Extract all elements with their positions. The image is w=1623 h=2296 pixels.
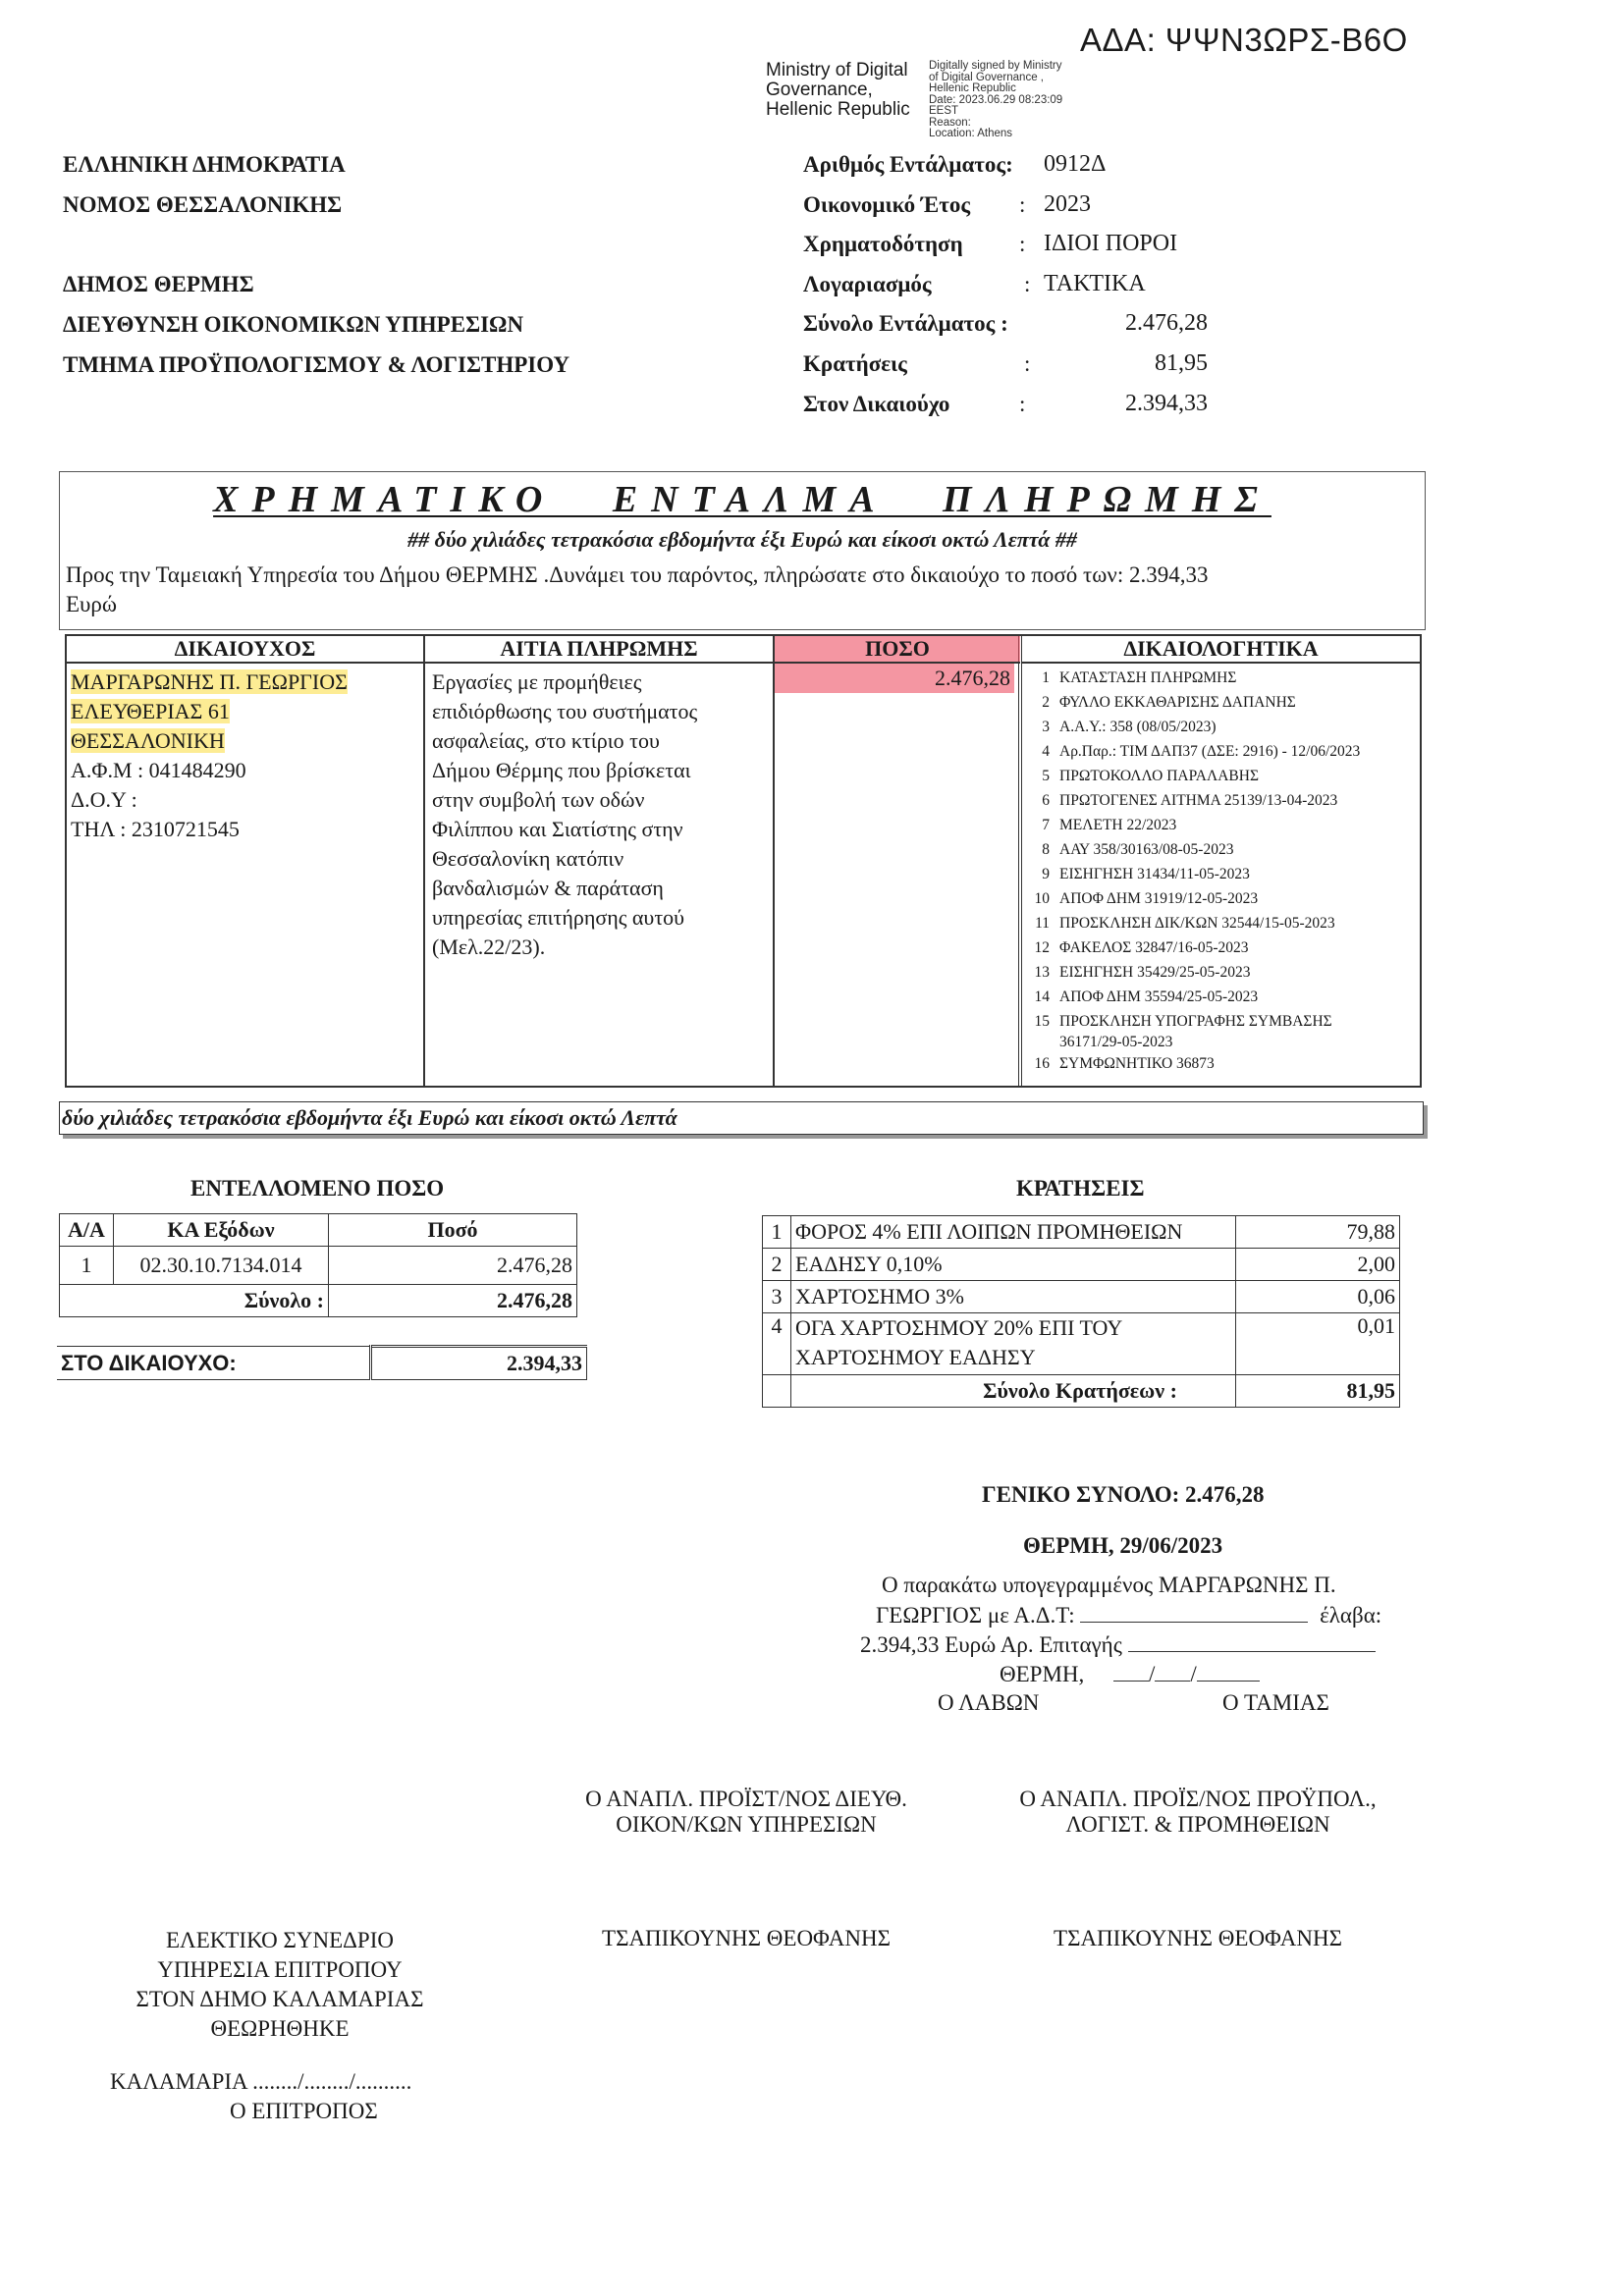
field-order-number-value: 0912Δ: [1044, 151, 1107, 177]
reason-line: Δήμου Θέρμης που βρίσκεται: [432, 758, 691, 782]
total-amount: 2.476,28: [329, 1285, 577, 1317]
header-department: ΤΜΗΜΑ ΠΡΟΫΠΟΛΟΓΙΣΜΟΥ & ΛΟΓΙΣΤΗΡΙΟΥ: [63, 352, 570, 377]
reason-line: βανδαλισμών & παράταση: [432, 876, 664, 900]
table-row: [763, 1281, 1400, 1313]
header-municipality: ΔΗΜΟΣ ΘΕΡΜΗΣ: [63, 272, 254, 296]
year-blank: [1197, 1661, 1260, 1682]
amount-in-words-header: ## δύο χιλιάδες τετρακόσια εβδομήντα έξι Ευρώ και είκοσι οκτώ Λεπτά ##: [407, 527, 1077, 552]
deduction-number: 1: [763, 1216, 791, 1249]
field-colon: :: [1024, 272, 1031, 296]
reason-line: Φιλίππου και Σιατίστης στην: [432, 817, 683, 841]
field-account-value: ΤΑΚΤΙΚΑ: [1044, 271, 1146, 296]
column-divider: [423, 636, 425, 1086]
field-deductions-label: Κρατήσεις: [803, 351, 907, 376]
list-item: 9 ΕΙΣΗΓΗΣΗ 31434/11-05-2023: [1042, 866, 1250, 882]
reason-line: επιδιόρθωσης του συστήματος: [432, 699, 698, 723]
table-row: [60, 1285, 577, 1317]
ada-code: ΑΔΑ: ΨΨΝ3ΩΡΣ-Β6Ο: [1080, 22, 1408, 58]
field-order-total-label: Σύνολο Εντάλματος :: [803, 311, 1008, 336]
title-line: ΛΟΓΙΣΤ. & ΠΡΟΜΗΘΕΙΩΝ: [1065, 1812, 1330, 1837]
header-prefecture: ΝΟΜΟΣ ΘΕΣΣΑΛΟΝΙΚΗΣ: [63, 192, 343, 217]
header-amount: ΠΟΣΟ: [775, 636, 1020, 664]
deduction-name: ΧΑΡΤΟΣΗΜΟ 3%: [791, 1281, 1236, 1313]
beneficiary-cell: [71, 667, 419, 844]
receipt-line-1: Ο παρακάτω υπογεγραμμένος ΜΑΡΓΑΡΩΝΗΣ Π.: [882, 1573, 1336, 1597]
field-to-beneficiary-value: 2.394,33: [1125, 391, 1208, 416]
payment-order-box: [59, 471, 1426, 630]
signature-detail-line: Digitally signed by Ministry: [929, 60, 1062, 72]
signatory-name: ΤΣΑΠΙΚΟΥΝΗΣ ΘΕΟΦΑΝΗΣ: [1054, 1926, 1342, 1950]
header-directorate: ΔΙΕΥΘΥΝΣΗ ΟΙΚΟΝΟΜΙΚΩΝ ΥΠΗΡΕΣΙΩΝ: [63, 312, 524, 337]
receipt-received-label: έλαβα:: [1320, 1603, 1382, 1628]
field-order-total-value: 2.476,28: [1125, 310, 1208, 336]
signatory-name: ΤΣΑΠΙΚΟΥΝΗΣ ΘΕΟΦΑΝΗΣ: [602, 1926, 891, 1950]
page-title: [60, 478, 1425, 521]
field-funding-label: Χρηματοδότηση: [803, 232, 963, 256]
place-date: ΘΕΡΜΗ, 29/06/2023: [1023, 1533, 1223, 1558]
list-item: 12 ΦΑΚΕΛΟΣ 32847/16-05-2023: [1034, 939, 1249, 956]
beneficiary-tax-id: Α.Φ.Μ : 041484290: [71, 758, 246, 782]
receipt-line-2: [876, 1602, 1381, 1629]
payment-details-table: [65, 634, 1422, 1088]
deduction-amount: 79,88: [1236, 1216, 1400, 1249]
beneficiary-address: ΕΛΕΥΘΕΡΙΑΣ 61: [71, 699, 230, 723]
title-line: Ο ΑΝΑΠΛ. ΠΡΟΪΣΤ/ΝΟΣ ΔΙΕΥΘ.: [585, 1787, 907, 1811]
deductions-total-label: Σύνολο Κρατήσεων :: [791, 1375, 1236, 1408]
receipt-id-label: ΓΕΩΡΓΙΟΣ με Α.Δ.Τ:: [876, 1603, 1075, 1628]
deduction-number: 3: [763, 1281, 791, 1313]
audit-line: ΥΠΗΡΕΣΙΑ ΕΠΙΤΡΟΠΟΥ: [157, 1957, 403, 1982]
list-item: 1 ΚΑΤΑΣΤΑΣΗ ΠΛΗΡΩΜΗΣ: [1042, 669, 1237, 686]
deductions-total-amount: 81,95: [1236, 1375, 1400, 1408]
page-title-text: ΧΡΗΜΑΤΙΚΟ ΕΝΤΑΛΜΑ ΠΛΗΡΩΜΗΣ: [213, 479, 1271, 520]
receipt-place-label: ΘΕΡΜΗ,: [1000, 1662, 1085, 1686]
cashier-label: Ο ΤΑΜΙΑΣ: [1222, 1690, 1329, 1715]
list-item: 2 ΦΥΛΛΟ ΕΚΚΑΘΑΡΙΣΗΣ ΔΑΠΑΝΗΣ: [1042, 694, 1296, 711]
check-number-blank: [1128, 1631, 1376, 1652]
to-beneficiary-amount: 2.394,33: [371, 1347, 587, 1380]
list-item: 15 ΠΡΟΣΚΛΗΣΗ ΥΠΟΓΡΑΦΗΣ ΣΥΜΒΑΣΗΣ: [1034, 1013, 1332, 1030]
list-item: 4 Αρ.Παρ.: ΤΙΜ ΔΑΠ37 (ΔΣΕ: 2916) - 12/06/2023: [1042, 743, 1361, 760]
ordered-amount-table: [59, 1213, 577, 1317]
amount-cell: 2.476,28: [775, 664, 1014, 693]
list-item: 11 ΠΡΟΣΚΛΗΣΗ ΔΙΚ/ΚΩΝ 32544/15-05-2023: [1035, 915, 1335, 932]
deduction-number: 4: [763, 1313, 791, 1375]
reason-line: Θεσσαλονίκη κατόπιν: [432, 846, 624, 871]
reason-line: (Μελ.22/23).: [432, 934, 546, 959]
digital-signature-details: [929, 61, 1086, 140]
list-item: 36171/29-05-2023: [1059, 1034, 1173, 1050]
reason-line: Εργασίες με προμήθειες: [432, 669, 642, 694]
receipt-line-4: ΘΕΡΜΗ, / /: [1000, 1661, 1260, 1687]
beneficiary-tax-office: Δ.Ο.Υ :: [71, 787, 137, 812]
signature-detail-line: Date: 2023.06.29 08:23:09: [929, 93, 1063, 106]
list-item: 10 ΑΠΟΦ ΔΗΜ 31919/12-05-2023: [1034, 890, 1259, 907]
list-item: 14 ΑΠΟΦ ΔΗΜ 35594/25-05-2023: [1034, 988, 1259, 1005]
deputy-budget-title: [982, 1787, 1414, 1838]
list-item: 8 ΑΑΥ 358/30163/08-05-2023: [1042, 841, 1234, 858]
signature-line: Ministry of Digital: [766, 60, 908, 80]
header-republic: ΕΛΛΗΝΙΚΗ ΔΗΜΟΚΡΑΤΙΑ: [63, 152, 346, 177]
list-item: 13 ΕΙΣΗΓΗΣΗ 35429/25-05-2023: [1034, 964, 1251, 981]
receipt-check-label: 2.394,33 Ευρώ Αρ. Επιταγής: [860, 1632, 1122, 1657]
list-item: 3 Α.Α.Υ.: 358 (08/05/2023): [1042, 719, 1217, 735]
payment-instruction: [66, 561, 1411, 619]
amount-in-words-bar: δύο χιλιάδες τετρακόσια εβδομήντα έξι Ευρώ και είκοσι οκτώ Λεπτά: [59, 1101, 1424, 1135]
header-beneficiary: ΔΙΚΑΙΟΥΧΟΣ: [67, 636, 423, 664]
audit-office-block: [88, 1926, 471, 2044]
reason-line: υπηρεσίας επιτήρησης αυτού: [432, 905, 685, 930]
documents-list: [1024, 666, 1417, 1076]
day-blank: [1113, 1661, 1149, 1682]
deduction-name: ΕΑΔΗΣΥ 0,10%: [791, 1249, 1236, 1281]
audit-line: ΘΕΩΡΗΘΗΚΕ: [210, 2016, 350, 2041]
deduction-amount: 0,01: [1236, 1313, 1400, 1375]
field-deductions-value: 81,95: [1155, 350, 1208, 376]
reason-line: στην συμβολή των οδών: [432, 787, 645, 812]
signature-detail-line: Location: Athens: [929, 128, 1013, 139]
deputy-director-title: [550, 1787, 943, 1838]
signature-line: Governance,: [766, 80, 873, 100]
signature-detail-line: EEST: [929, 105, 959, 117]
field-colon: :: [1019, 192, 1026, 217]
column-divider: [773, 636, 775, 1086]
column-divider: [1018, 636, 1022, 1086]
header-reason: ΑΙΤΙΑ ΠΛΗΡΩΜΗΣ: [425, 636, 773, 664]
deduction-name: ΦΟΡΟΣ 4% ΕΠΙ ΛΟΙΠΩΝ ΠΡΟΜΗΘΕΙΩΝ: [791, 1216, 1236, 1249]
table-row: [60, 1247, 577, 1285]
signature-detail-line: Hellenic Republic: [929, 82, 1016, 94]
deduction-number: 2: [763, 1249, 791, 1281]
receipt-line-3: [860, 1631, 1376, 1658]
audit-line: ΕΛΕΚΤΙΚΟ ΣΥΝΕΔΡΙΟ: [166, 1928, 394, 1952]
header-documents: ΔΙΚΑΙΟΛΟΓΗΤΙΚΑ: [1022, 636, 1420, 664]
instruction-line: Ευρώ: [66, 592, 118, 616]
table-header-row: [60, 1214, 577, 1247]
reason-cell: [432, 667, 771, 962]
deduction-name: ΟΓΑ ΧΑΡΤΟΣΗΜΟΥ 20% ΕΠΙ ΤΟΥ ΧΑΡΤΟΣΗΜΟΥ ΕΑΔΗΣΥ: [791, 1313, 1236, 1375]
field-colon: :: [1019, 392, 1026, 416]
field-colon: :: [1024, 351, 1031, 376]
deductions-table: [762, 1215, 1400, 1408]
row-expense-code: 02.30.10.7134.014: [114, 1247, 329, 1285]
table-row: [763, 1313, 1400, 1375]
field-order-number-label: Αριθμός Εντάλματος:: [803, 152, 1013, 177]
row-aa: 1: [60, 1247, 114, 1285]
field-funding-value: ΙΔΙΟΙ ΠΟΡΟΙ: [1044, 231, 1178, 256]
to-beneficiary-label: ΣΤΟ ΔΙΚΑΙΟΥΧΟ:: [57, 1347, 371, 1380]
title-line: ΟΙΚΟΝ/ΚΩΝ ΥΠΗΡΕΣΙΩΝ: [616, 1812, 877, 1837]
field-colon: :: [1019, 232, 1026, 256]
list-item: 16 ΣΥΜΦΩΝΗΤΙΚΟ 36873: [1034, 1055, 1215, 1072]
table-row: [57, 1347, 587, 1380]
grand-total: ΓΕΝΙΚΟ ΣΥΝΟΛΟ: 2.476,28: [982, 1482, 1265, 1507]
empty-cell: [763, 1375, 791, 1408]
digital-signature-name: [766, 61, 923, 120]
field-fiscal-year-label: Οικονομικό Έτος: [803, 192, 971, 217]
instruction-line: Προς την Ταμειακή Υπηρεσία του Δήμου ΘΕΡΜΗΣ .Δυνάμει του παρόντος, πληρώσατε στο δικαιούχο το ποσό των: 2.394,33: [66, 562, 1209, 587]
list-item: 5 ΠΡΩΤΟΚΟΛΛΟ ΠΑΡΑΛΑΒΗΣ: [1042, 768, 1259, 784]
id-number-blank: [1080, 1602, 1308, 1623]
month-blank: [1155, 1661, 1190, 1682]
total-label: Σύνολο :: [114, 1285, 329, 1317]
header-expense-code: ΚΑ Εξόδων: [114, 1214, 329, 1247]
header-amount: Ποσό: [329, 1214, 577, 1247]
field-account-label: Λογαριασμός: [803, 272, 932, 296]
signature-detail-line: of Digital Governance ,: [929, 71, 1044, 83]
field-to-beneficiary-label: Στον Δικαιούχο: [803, 392, 950, 416]
audit-place-date: ΚΑΛΑΜΑΡΙΑ ......../......../..........: [110, 2069, 412, 2094]
deductions-title: ΚΡΑΤΗΣΕΙΣ: [1016, 1176, 1145, 1201]
signature-detail-line: Reason:: [929, 116, 971, 129]
beneficiary-name: ΜΑΡΓΑΡΩΝΗΣ Π. ΓΕΩΡΓΙΟΣ: [71, 669, 348, 694]
title-line: Ο ΑΝΑΠΛ. ΠΡΟΪΣ/ΝΟΣ ΠΡΟΫΠΟΛ.,: [1019, 1787, 1377, 1811]
list-item: 7 ΜΕΛΕΤΗ 22/2023: [1042, 817, 1177, 833]
beneficiary-city: ΘΕΣΣΑΛΟΝΙΚΗ: [71, 728, 225, 753]
to-beneficiary-table: [57, 1345, 587, 1380]
beneficiary-phone: ΤΗΛ : 2310721545: [71, 817, 240, 841]
reason-line: ασφαλείας, στο κτίριο του: [432, 728, 660, 753]
receiver-label: Ο ΛΑΒΩΝ: [938, 1690, 1040, 1715]
header-aa: Α/Α: [60, 1214, 114, 1247]
audit-line: ΣΤΟΝ ΔΗΜΟ ΚΑΛΑΜΑΡΙΑΣ: [135, 1987, 424, 2011]
table-row: [763, 1216, 1400, 1249]
list-item: 6 ΠΡΩΤΟΓΕΝΕΣ ΑΙΤΗΜΑ 25139/13-04-2023: [1042, 792, 1338, 809]
empty-cell: [60, 1285, 114, 1317]
field-fiscal-year-value: 2023: [1044, 191, 1091, 217]
table-row: [763, 1249, 1400, 1281]
commissioner-label: Ο ΕΠΙΤΡΟΠΟΣ: [230, 2099, 378, 2123]
signature-line: Hellenic Republic: [766, 99, 910, 120]
row-amount: 2.476,28: [329, 1247, 577, 1285]
table-row: [763, 1375, 1400, 1408]
deduction-amount: 0,06: [1236, 1281, 1400, 1313]
ordered-amount-title: ΕΝΤΕΛΛΟΜΕΝΟ ΠΟΣΟ: [190, 1176, 445, 1201]
deduction-amount: 2,00: [1236, 1249, 1400, 1281]
